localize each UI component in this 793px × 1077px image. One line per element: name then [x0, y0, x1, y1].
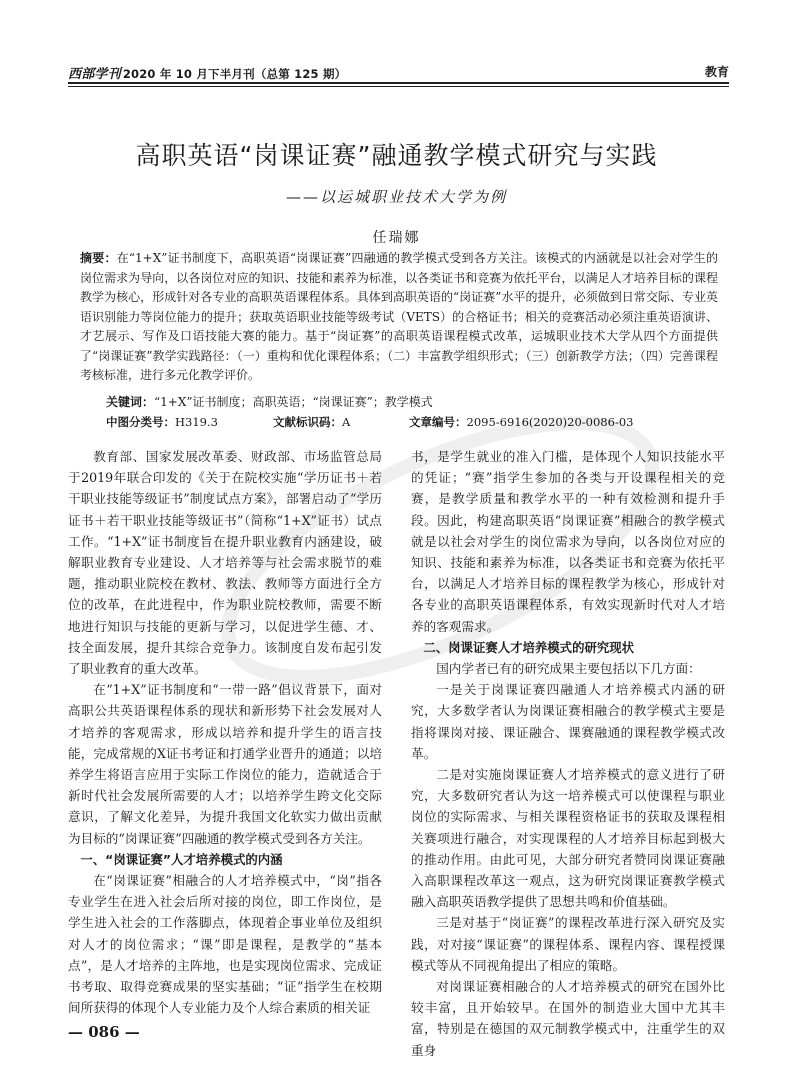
section-tag: 教育	[704, 65, 729, 79]
paragraph: 三是对基于“岗证赛”的课程改革进行深入研究及实践，对对接“课证赛”的课程体系、课程内容、课程授课模式等从不同视角提出了相应的策略。	[411, 915, 725, 973]
article-number-value: 2095-6916(2020)20-0086-03	[466, 415, 634, 429]
paragraph: 国内学者已有的研究成果主要包括以下几方面：	[436, 661, 701, 677]
article-number-label: 文章编号：	[409, 415, 467, 429]
header-rule-thick	[68, 82, 729, 84]
abstract-text: 在“1+X”证书制度下，高职英语“岗课证赛”四融通的教学模式受到各方关注。该模式的内涵就是以社会对学生的岗位需求为导向，以各岗位对应的知识、技能和素养为标准，以各类证书和竞赛为依托平台，以满足人才培养目标的课程教学为核心，形成针对各专业的高职英语课程体系。具体到高职英语的“岗证赛”水平的提升，必须做到日常交际、专业英语识别能力等岗位能力的提升；获取英语职业技能等级考试（VETS）的合格证书；相关的竞赛活动必须注重英语演讲、才艺展示、写作及口语技能大赛的能力。基于“岗证赛”的高职英语课程模式改革，运城职业技术大学从四个方面提供了“岗课证赛”教学实践路径：（一）重构和优化课程体系；（二）丰富教学组织形式；（三）创新教学方法；（四）完善课程考核标准，进行多元化教学评价。	[80, 251, 718, 382]
clc-number	[106, 414, 218, 430]
keywords-label: 关键词：	[106, 395, 155, 409]
doc-code-value: A	[342, 415, 351, 429]
section-heading: 一、“岗课证赛”人才培养模式的内涵	[80, 851, 283, 867]
body-column-right	[411, 446, 725, 1061]
keywords	[106, 393, 716, 410]
clc-label: 中图分类号：	[106, 415, 175, 429]
abstract	[80, 249, 718, 386]
issue-info: 2020 年 10 月下半月刊（总第 125 期）	[122, 67, 347, 81]
paragraph: 一是关于岗课证赛四融通人才培养模式内涵的研究，大多数学者认为岗课证赛相融合的教学模式主要是指将课岗对接、课证融合、课赛融通的课程教学模式改革。	[411, 682, 725, 761]
header-rule-thin	[68, 86, 729, 87]
paragraph: 书，是学生就业的准入门槛，是体现个人知识技能水平的凭证；“赛”指学生参加的各类与开设课程相关的竞赛，是教学质量和教学水平的一种有效检测和提升手段。因此，构建高职英语“岗课证赛”相融合的教学模式就是以社会对学生的岗位需求为导向，以各岗位对应的知识、技能和素养为标准，以各类证书和竞赛为依托平台，以满足人才培养目标的课程教学为核心，形成针对各专业的高职英语课程体系，有效实现新时代对人才培养的客观需求。	[411, 449, 725, 634]
author-name: 任瑞娜	[372, 230, 421, 246]
paragraph: 在“岗课证赛”相融合的人才培养模式中，“岗”指各专业学生在进入社会后所对接的岗位，即工作岗位，是学生进入社会的工作落脚点，体现着企事业单位及组织对人才的岗位需求；“课”即是课程，是教学的“基本点”，是人才培养的主阵地，也是实现岗位需求、完成证书考取、取得竞赛成果的坚实基础；“证”指学生在校期间所获得的体现个人专业能力及个人综合素质的相关证	[68, 873, 382, 1016]
paragraph: 教育部、国家发展改革委、财政部、市场监管总局于2019年联合印发的《关于在院校实施“学历证书＋若干职业技能等级证书”制度试点方案》，部署启动了“学历证书＋若干职业技能等级证书”（简称“1+X”证书）试点工作。“1+X”证书制度旨在提升职业教育内涵建设，破解职业教育专业建设、人才培养等与社会需求脱节的难题，推动职业院校在教材、教法、教师等方面进行全方位的改革，在此进程中，作为职业院校教师，需要不断地进行知识与技能的更新与学习，以促进学生德、才、技全面发展，提升其综合竞争力。该制度自发布起引发了职业教育的重大改革。	[68, 449, 382, 677]
journal-logo: 西部学刊	[68, 67, 121, 82]
section-heading: 二、岗课证赛人才培养模式的研究现状	[423, 639, 635, 655]
page-number: — 086 —	[68, 1023, 140, 1041]
running-header	[68, 59, 729, 81]
paragraph: 二是对实施岗课证赛人才培养模式的意义进行了研究，大多数研究者认为这一培养模式可以使课程与职业岗位的实际需求、与相关课程资格证书的获取及课程相关赛项进行融合，对实现课程的人才培养目标起到极大的推动作用。由此可见，大部分研究者赞同岗课证赛融入高职课程改革这一观点，这为研究岗课证赛教学模式融入高职英语教学提供了思想共鸣和价值基础。	[411, 767, 725, 910]
article-subtitle: ——以运城职业技术大学为例	[285, 188, 507, 206]
document-code	[273, 414, 350, 430]
keywords-text: “1+X”证书制度；高职英语；“岗课证赛”；教学模式	[154, 395, 433, 409]
article-number	[409, 414, 633, 430]
clc-value: H319.3	[175, 415, 218, 429]
doc-code-label: 文献标识码：	[273, 415, 342, 429]
paragraph: 在“1+X”证书制度和“一带一路”倡议背景下，面对高职公共英语课程体系的现状和新形势下社会发展对人才培养的客观需求，形成以培养和提升学生的语言技能，完成常规的X证书考证和打通学业晋升的通道；以培养学生将语言应用于实际工作岗位的能力，造就适合于新时代社会发展所需要的人才；以培养学生跨文化交际意识，了解文化差异，为提升我国文化软实力做出贡献为目标的“岗课证赛”四融通的教学模式受到各方关注。	[68, 682, 382, 846]
body-column-left	[68, 446, 382, 1018]
paragraph: 对岗课证赛相融合的人才培养模式的研究在国外比较丰富，且开始较早。在国外的制造业大国中尤其丰富，特别是在德国的双元制教学模式中，注重学生的双重身	[411, 979, 725, 1058]
article-title: 高职英语“岗课证赛”融通教学模式研究与实践	[135, 141, 658, 170]
abstract-label: 摘要：	[80, 251, 117, 265]
journal-info	[68, 63, 346, 82]
